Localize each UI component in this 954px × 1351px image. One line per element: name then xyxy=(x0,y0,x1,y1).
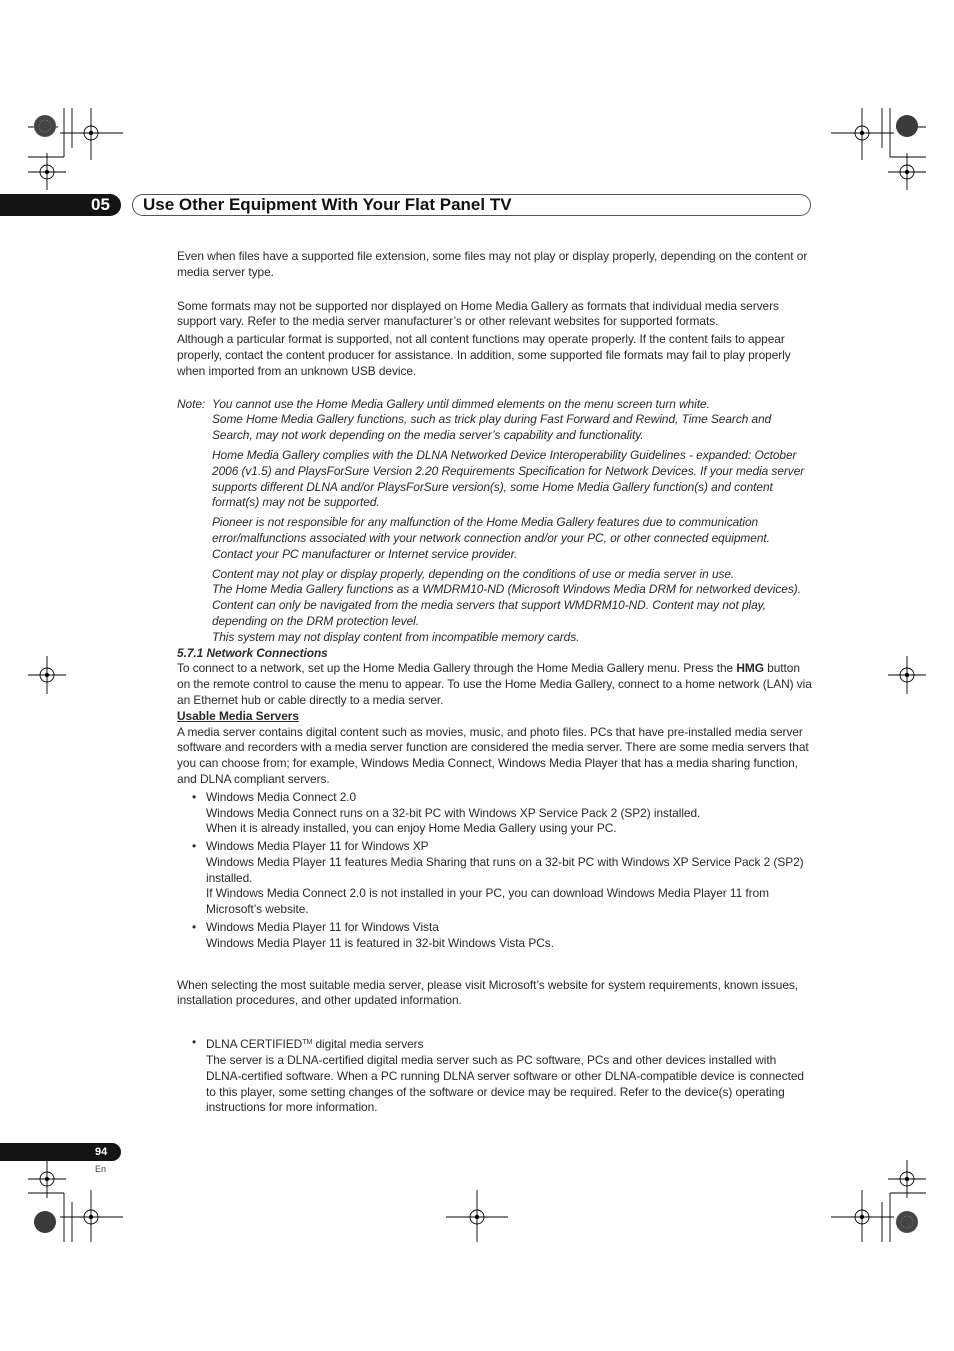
server-line: Windows Media Player 11 features Media Sharing that runs on a 32-bit PC with Windows XP Service Pack 2 (SP2) installed. xyxy=(206,854,804,885)
hmg-key-label: HMG xyxy=(736,661,764,676)
note-line: This system may not display content from incompatible memory cards. xyxy=(212,629,580,644)
note-block xyxy=(177,397,813,646)
note-line: The Home Media Gallery functions as a WMDRM10-ND (Microsoft Windows Media DRM for networked devices). Content can only be navigated from the media servers that support WMDRM10-ND. Content may not play, depending on the DRM protection level. xyxy=(212,582,801,628)
trademark-mark: TM xyxy=(302,1039,313,1047)
network-text-post: button on the remote control to cause the menu to appear. To use the Home Media Gallery, connect to a home network (LAN) via an Ethernet hub or cable directly to a media server. xyxy=(177,661,812,707)
bullet-icon: • xyxy=(192,839,197,854)
note-label: Note: xyxy=(177,396,206,411)
dlna-title xyxy=(206,1035,813,1053)
page-content xyxy=(177,249,813,1116)
list-item xyxy=(177,1035,813,1116)
dlna-title-post: digital media servers xyxy=(312,1037,424,1052)
list-item xyxy=(177,920,813,952)
dlna-list xyxy=(177,1035,813,1116)
note-line: Content may not play or display properly, depending on the conditions of use or media server in use. xyxy=(212,566,735,581)
bullet-icon: • xyxy=(192,1035,197,1050)
list-item xyxy=(177,790,813,837)
server-line: When it is already installed, you can enjoy Home Media Gallery using your PC. xyxy=(206,821,617,836)
selection-paragraph: When selecting the most suitable media server, please visit Microsoft’s website for system requirements, known issues, installation procedures, and other updated information. xyxy=(177,977,799,1008)
section-heading-network-connections: 5.7.1 Network Connections xyxy=(177,645,328,660)
note-line: Pioneer is not responsible for any malfunction of the Home Media Gallery features due to communication error/malfunctions associated with your network connection and/or your PC, or other connected equipment. Contact your PC manufacturer or Internet service provider. xyxy=(212,515,770,561)
note-line: Home Media Gallery complies with the DLNA Networked Device Interoperability Guidelines - expanded: October 2006 (v1.5) and PlaysForSure Version 2.20 Requirements Specification for Network Devices. If your media server supports different DLNA and/or PlaysForSure version(s), some Home Media Gallery function(s) and content format(s) may not be supported. xyxy=(212,447,805,510)
server-line: Windows Media Player 11 is featured in 32-bit Windows Vista PCs. xyxy=(206,935,554,950)
list-item xyxy=(177,839,813,918)
server-line: If Windows Media Connect 2.0 is not installed in your PC, you can download Windows Media Player 11 from Microsoft’s website. xyxy=(206,886,770,917)
bullet-icon: • xyxy=(192,920,197,935)
formats-paragraph: Some formats may not be supported nor displayed on Home Media Gallery as formats that individual media servers support vary. Refer to the media server manufacturer’s or other relevant websites for supported formats. xyxy=(177,298,779,329)
usable-media-servers-heading: Usable Media Servers xyxy=(177,708,299,723)
server-title: Windows Media Player 11 for Windows XP xyxy=(206,839,429,854)
server-title: Windows Media Connect 2.0 xyxy=(206,789,357,804)
server-title: Windows Media Player 11 for Windows Vista xyxy=(206,920,439,935)
note-line: You cannot use the Home Media Gallery until dimmed elements on the menu screen turn white. xyxy=(212,396,710,411)
chapter-title: Use Other Equipment With Your Flat Panel TV xyxy=(143,195,512,214)
dlna-text: The server is a DLNA-certified digital media server such as PC software, PCs and other devices installed with DLNA-certified software. When a PC running DLNA server software or other DLNA-compatible device is connected to this player, some setting changes of the software or device may be required. Refer to the device(s) operating instructions for more information. xyxy=(206,1053,804,1115)
content-functions-paragraph: Although a particular format is supported, not all content functions may operate properly. If the content fails to appear properly, contact the content producer for assistance. In addition, some supported file formats may fail to play properly when imported from an unknown USB device. xyxy=(177,332,791,378)
server-line: Windows Media Connect runs on a 32-bit PC with Windows XP Service Pack 2 (SP2) installed. xyxy=(206,805,701,820)
language-code: En xyxy=(95,1164,107,1174)
usable-intro-paragraph: A media server contains digital content such as movies, music, and photo files. PCs that have pre-installed media server software and recorders with a media server function are considered the media server. There are some media servers that you can choose from; for example, Windows Media Connect, Windows Media Player that has a media sharing function, and DLNA compliant servers. xyxy=(177,724,809,786)
media-server-list xyxy=(177,790,813,952)
bullet-icon: • xyxy=(192,789,197,804)
note-line: Some Home Media Gallery functions, such as trick play during Fast Forward and Rewind, Time Search and Search, may not work depending on the media server’s capability and functionality. xyxy=(212,412,772,443)
network-text-pre: To connect to a network, set up the Home Media Gallery through the Home Media Gallery menu. Press the xyxy=(177,661,737,676)
chapter-number: 05 xyxy=(91,195,110,214)
note-body xyxy=(212,397,813,646)
page-number: 94 xyxy=(95,1146,108,1158)
network-paragraph xyxy=(177,661,813,708)
intro-paragraph: Even when files have a supported file extension, some files may not play or display properly, depending on the content or media server type. xyxy=(177,249,808,279)
dlna-title-pre: DLNA CERTIFIED xyxy=(206,1037,303,1052)
